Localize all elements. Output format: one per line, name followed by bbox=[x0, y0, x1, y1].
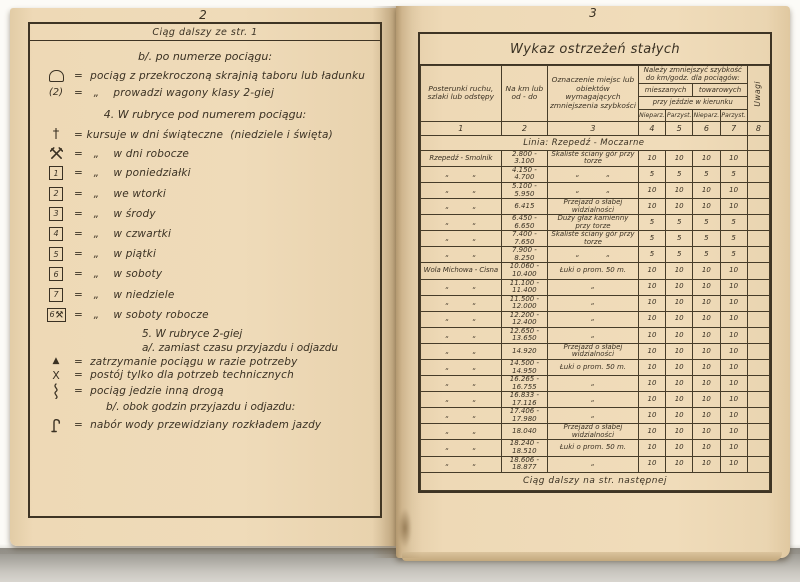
cell-speed: 10 bbox=[638, 199, 665, 215]
col-header-speed-group: Należy zmniejszyć szybkość do km/godz. dla pociągów: bbox=[638, 66, 747, 84]
cell-speed: 10 bbox=[638, 150, 665, 166]
legend-symbol-cell bbox=[38, 128, 74, 141]
cell-km: 18.040 bbox=[501, 424, 547, 440]
cell-km: 4.150 - 4.700 bbox=[501, 166, 547, 182]
table-row bbox=[421, 376, 770, 392]
cell-km: 12.650 - 13.650 bbox=[501, 327, 547, 343]
route-icon bbox=[52, 383, 60, 399]
legend-symbol-cell bbox=[38, 187, 74, 201]
line-section-label: Linia: Rzepedź - Moczarne bbox=[421, 135, 748, 150]
cell-description: „ „ bbox=[548, 182, 639, 198]
legend-item-text: = zatrzymanie pociągu w razie potrzeby bbox=[74, 355, 298, 368]
cell-uwagi bbox=[747, 311, 769, 327]
booklet-page-left bbox=[10, 8, 396, 546]
col-header-direction: przy jeździe w kierunku bbox=[638, 96, 747, 109]
box-6-hammers: 6 bbox=[47, 308, 66, 322]
cell-speed: 10 bbox=[638, 311, 665, 327]
legend-symbol-cell bbox=[38, 418, 74, 433]
table-row bbox=[421, 279, 770, 295]
legend-item-text: = nabór wody przewidziany rozkładem jazdy bbox=[74, 419, 322, 432]
cell-description: „ bbox=[548, 376, 639, 392]
column-number: 8 bbox=[747, 121, 769, 135]
cell-speed: 10 bbox=[638, 440, 665, 456]
cell-speed: 10 bbox=[693, 311, 720, 327]
cell-station: „ „ bbox=[421, 424, 502, 440]
continuation-header: Ciąg dalszy ze str. 1 bbox=[30, 24, 380, 41]
cell-speed: 10 bbox=[666, 440, 693, 456]
box-2: 2 bbox=[49, 187, 63, 201]
cell-speed: 10 bbox=[693, 279, 720, 295]
legend-symbol-cell bbox=[38, 88, 74, 98]
cell-speed: 10 bbox=[666, 456, 693, 472]
legend-item bbox=[30, 288, 380, 302]
legend-item-text: = pociąg z przekroczoną skrajnią taboru lub ładunku bbox=[74, 70, 366, 82]
cell-speed: 10 bbox=[666, 199, 693, 215]
x-icon: X bbox=[52, 368, 60, 382]
cell-speed: 10 bbox=[638, 295, 665, 311]
cell-station: „ „ bbox=[421, 376, 502, 392]
column-number: 6 bbox=[693, 121, 720, 135]
cell-speed: 5 bbox=[693, 231, 720, 247]
cell-km: 6.450 - 6.650 bbox=[501, 215, 547, 231]
cell-speed: 10 bbox=[638, 456, 665, 472]
cell-speed: 10 bbox=[693, 182, 720, 198]
cell-speed: 10 bbox=[638, 263, 665, 279]
cell-km: 16.265 - 16.755 bbox=[501, 376, 547, 392]
continuation-footer-row bbox=[421, 472, 770, 490]
cell-speed: 10 bbox=[666, 279, 693, 295]
legend-symbol-cell bbox=[38, 370, 74, 381]
legend-symbol-cell bbox=[38, 247, 74, 261]
table-row bbox=[421, 215, 770, 231]
cell-station: „ „ bbox=[421, 456, 502, 472]
legend-item bbox=[30, 308, 380, 322]
cell-speed: 10 bbox=[638, 327, 665, 343]
cell-speed: 5 bbox=[666, 166, 693, 182]
cell-speed: 10 bbox=[693, 360, 720, 376]
cell-description: „ bbox=[548, 456, 639, 472]
legend-symbol-cell bbox=[38, 357, 74, 366]
uwagi-label: Uwagi bbox=[753, 80, 763, 107]
legend-item-text: = „ w niedziele bbox=[74, 288, 175, 301]
class-2-mark: (2) bbox=[48, 87, 64, 98]
water-icon bbox=[51, 418, 62, 433]
legend-item bbox=[30, 166, 380, 180]
cell-description: Łuki o prom. 50 m. bbox=[548, 263, 639, 279]
column-number: 1 bbox=[421, 121, 502, 135]
cell-km: 11.500 - 12.000 bbox=[501, 295, 547, 311]
cell-speed: 10 bbox=[693, 295, 720, 311]
cell-speed: 5 bbox=[638, 215, 665, 231]
column-number: 5 bbox=[666, 121, 693, 135]
cell-speed: 5 bbox=[693, 166, 720, 182]
legend-heading: 4. W rubryce pod numerem pociągu: bbox=[103, 108, 307, 121]
column-number: 3 bbox=[548, 121, 639, 135]
cell-station: „ „ bbox=[421, 279, 502, 295]
cell-uwagi bbox=[747, 424, 769, 440]
cell-speed: 5 bbox=[693, 215, 720, 231]
legend-item-text: = „ w soboty robocze bbox=[74, 308, 209, 321]
cell-speed: 10 bbox=[638, 182, 665, 198]
cell-station: „ „ bbox=[421, 182, 502, 198]
cell-speed: 5 bbox=[666, 215, 693, 231]
col-header-posterunki: Posterunki ruchu, szlaki lub odstępy bbox=[421, 66, 502, 122]
cell-description: „ bbox=[548, 408, 639, 424]
cell-uwagi bbox=[747, 199, 769, 215]
warnings-table bbox=[420, 65, 770, 491]
cell-km: 14.920 bbox=[501, 343, 547, 359]
cell-uwagi bbox=[747, 215, 769, 231]
legend-item bbox=[30, 418, 380, 433]
page-number-left: 2 bbox=[199, 8, 207, 22]
cell-km: 2.800 - 3.100 bbox=[501, 150, 547, 166]
gutter-smudge bbox=[398, 508, 412, 548]
cell-speed: 10 bbox=[666, 311, 693, 327]
line-section-row bbox=[421, 135, 770, 150]
legend-symbol-cell bbox=[38, 227, 74, 241]
column-number: 2 bbox=[501, 121, 547, 135]
cell-speed: 5 bbox=[638, 166, 665, 182]
cell-description: Duży głaz kamienny przy torze bbox=[548, 215, 639, 231]
col-header-uwagi bbox=[747, 66, 769, 122]
cell-uwagi bbox=[747, 376, 769, 392]
box-7: 7 bbox=[49, 288, 63, 302]
cell-description: „ bbox=[548, 392, 639, 408]
cell-speed: 5 bbox=[638, 247, 665, 263]
legend-item bbox=[30, 369, 380, 381]
cell-speed: 10 bbox=[720, 408, 747, 424]
cell-km: 16.833 - 17.116 bbox=[501, 392, 547, 408]
cell-station: „ „ bbox=[421, 327, 502, 343]
cell-speed: 10 bbox=[666, 376, 693, 392]
cell-station: „ „ bbox=[421, 247, 502, 263]
cell-description: Skaliste ściany gór przy torze bbox=[548, 150, 639, 166]
cell-speed: 10 bbox=[693, 440, 720, 456]
cell-uwagi bbox=[747, 456, 769, 472]
table-row bbox=[421, 440, 770, 456]
cell-station: „ „ bbox=[421, 215, 502, 231]
cell-station: „ „ bbox=[421, 343, 502, 359]
col-header-even-1: Parzyst. bbox=[666, 109, 693, 121]
cell-speed: 10 bbox=[638, 424, 665, 440]
cell-speed: 10 bbox=[720, 295, 747, 311]
triangle-icon: ▲ bbox=[52, 356, 60, 367]
legend-symbol-cell bbox=[38, 70, 74, 82]
column-number: 4 bbox=[638, 121, 665, 135]
cell-speed: 10 bbox=[693, 392, 720, 408]
cell-speed: 10 bbox=[720, 150, 747, 166]
legend-lines bbox=[30, 50, 380, 433]
cell-speed: 5 bbox=[720, 247, 747, 263]
cell-km: 17.406 - 17.980 bbox=[501, 408, 547, 424]
cell-uwagi bbox=[747, 182, 769, 198]
table-row bbox=[421, 150, 770, 166]
table-row bbox=[421, 295, 770, 311]
cell-station: „ „ bbox=[421, 408, 502, 424]
cell-uwagi bbox=[747, 343, 769, 359]
cell-speed: 10 bbox=[720, 327, 747, 343]
cell-km: 7.400 - 7.650 bbox=[501, 231, 547, 247]
warnings-table-box bbox=[418, 32, 772, 493]
under-page-edge bbox=[402, 552, 782, 561]
col-header-km: Na km lub od - do bbox=[501, 66, 547, 122]
cell-speed: 10 bbox=[693, 343, 720, 359]
table-row bbox=[421, 424, 770, 440]
cell-description: „ bbox=[548, 279, 639, 295]
cell-km: 11.100 - 11.400 bbox=[501, 279, 547, 295]
legend-symbol-cell bbox=[38, 288, 74, 302]
legend-symbol-cell bbox=[38, 267, 74, 281]
cell-description: „ bbox=[548, 327, 639, 343]
cell-speed: 10 bbox=[720, 424, 747, 440]
cell-station: „ „ bbox=[421, 392, 502, 408]
legend-heading: b/. po numerze pociągu: bbox=[137, 50, 273, 63]
cell-speed: 10 bbox=[666, 295, 693, 311]
cell-uwagi bbox=[747, 295, 769, 311]
cell-speed: 5 bbox=[693, 247, 720, 263]
cell-description: Skaliste ściany gór przy torze bbox=[548, 231, 639, 247]
table-row bbox=[421, 343, 770, 359]
legend-box bbox=[28, 22, 382, 518]
box-3: 3 bbox=[49, 207, 63, 221]
cell-station: „ „ bbox=[421, 231, 502, 247]
legend-subheading: 5. W rubryce 2-giej bbox=[142, 327, 243, 340]
col-header-oznaczenie: Oznaczenie miejsc lub obiektów wymagających zmniejszenia szybkości bbox=[548, 66, 639, 122]
cell-km: 14.500 - 14.950 bbox=[501, 360, 547, 376]
col-header-odd-1: Nieparz. bbox=[638, 109, 665, 121]
cell-speed: 10 bbox=[638, 392, 665, 408]
cell-uwagi bbox=[747, 360, 769, 376]
cell-km: 18.606 - 18.877 bbox=[501, 456, 547, 472]
legend-item bbox=[30, 128, 380, 141]
cell-speed: 10 bbox=[638, 279, 665, 295]
col-header-even-2: Parzyst. bbox=[720, 109, 747, 121]
legend-item-text: = „ w soboty bbox=[74, 268, 163, 281]
table-row bbox=[421, 311, 770, 327]
cell-km: 5.100 - 5.950 bbox=[501, 182, 547, 198]
column-number: 7 bbox=[720, 121, 747, 135]
cell-speed: 10 bbox=[638, 408, 665, 424]
cell-km: 6.415 bbox=[501, 199, 547, 215]
box-6: 6 bbox=[49, 267, 63, 281]
column-number-row bbox=[421, 121, 770, 135]
legend-item bbox=[30, 87, 380, 99]
cell-speed: 10 bbox=[720, 392, 747, 408]
cell-speed: 10 bbox=[720, 343, 747, 359]
cell-station: „ „ bbox=[421, 311, 502, 327]
cell-speed: 10 bbox=[693, 456, 720, 472]
legend-item bbox=[30, 356, 380, 368]
cell-uwagi bbox=[747, 440, 769, 456]
legend-item-text: = „ w dni robocze bbox=[74, 147, 190, 160]
cell-speed: 10 bbox=[666, 150, 693, 166]
cell-uwagi bbox=[747, 263, 769, 279]
cell-uwagi bbox=[747, 150, 769, 166]
table-title: Wykaz ostrzeżeń stałych bbox=[420, 34, 770, 65]
page-number-right: 3 bbox=[589, 6, 597, 20]
cell-uwagi bbox=[747, 327, 769, 343]
cell-station: Rzepedź - Smolnik bbox=[421, 150, 502, 166]
legend-item-text: = „ prowadzi wagony klasy 2-giej bbox=[74, 87, 275, 99]
loading-gauge-icon bbox=[49, 70, 64, 82]
cell-speed: 5 bbox=[720, 215, 747, 231]
cell-km: 18.240 - 18.510 bbox=[501, 440, 547, 456]
cell-speed: 10 bbox=[693, 376, 720, 392]
legend-symbol-cell bbox=[38, 308, 74, 322]
booklet-page-right bbox=[396, 6, 790, 558]
table-row bbox=[421, 360, 770, 376]
legend-item-text: = „ w czwartki bbox=[74, 227, 172, 240]
legend-symbol-cell bbox=[38, 383, 74, 399]
table-row bbox=[421, 247, 770, 263]
table-row bbox=[421, 392, 770, 408]
cell-speed: 10 bbox=[666, 343, 693, 359]
table-row bbox=[421, 263, 770, 279]
legend-symbol-cell bbox=[38, 207, 74, 221]
cell-speed: 10 bbox=[720, 376, 747, 392]
table-row bbox=[421, 199, 770, 215]
cell-uwagi bbox=[747, 408, 769, 424]
cell-description: Przejazd o słabej widzialności bbox=[548, 199, 639, 215]
cell-station: „ „ bbox=[421, 199, 502, 215]
cell-speed: 10 bbox=[720, 279, 747, 295]
cell-description: Łuki o prom. 50 m. bbox=[548, 360, 639, 376]
cell-speed: 10 bbox=[720, 311, 747, 327]
cell-uwagi bbox=[747, 279, 769, 295]
cell-description: Przejazd o słabej widzialności bbox=[548, 343, 639, 359]
legend-item-text: = „ w środy bbox=[74, 207, 156, 220]
cell-speed: 10 bbox=[720, 182, 747, 198]
cell-speed: 5 bbox=[666, 231, 693, 247]
box-5: 5 bbox=[49, 247, 63, 261]
cell-speed: 10 bbox=[693, 263, 720, 279]
col-header-odd-2: Nieparz. bbox=[693, 109, 720, 121]
table-row bbox=[421, 408, 770, 424]
cell-speed: 10 bbox=[693, 424, 720, 440]
table-row bbox=[421, 327, 770, 343]
cell-uwagi bbox=[747, 247, 769, 263]
cell-description: „ bbox=[548, 295, 639, 311]
legend-item-text: = „ we wtorki bbox=[74, 187, 167, 200]
cell-speed: 10 bbox=[666, 408, 693, 424]
legend-item bbox=[30, 207, 380, 221]
cell-uwagi bbox=[747, 166, 769, 182]
cell-description: „ bbox=[548, 311, 639, 327]
cell-speed: 10 bbox=[693, 327, 720, 343]
table-row bbox=[421, 231, 770, 247]
line-section-uwagi-cell bbox=[747, 135, 769, 150]
legend-item bbox=[30, 70, 380, 82]
legend-item-text: = „ w piątki bbox=[74, 248, 157, 261]
cell-station: „ „ bbox=[421, 295, 502, 311]
cell-speed: 5 bbox=[638, 231, 665, 247]
cell-speed: 10 bbox=[666, 360, 693, 376]
cell-speed: 10 bbox=[720, 263, 747, 279]
table-row bbox=[421, 182, 770, 198]
cell-speed: 10 bbox=[666, 424, 693, 440]
cell-speed: 10 bbox=[720, 440, 747, 456]
cell-speed: 10 bbox=[693, 199, 720, 215]
legend-subheading: a/. zamiast czasu przyjazdu i odjazdu bbox=[142, 341, 339, 354]
cell-speed: 10 bbox=[720, 456, 747, 472]
legend-item bbox=[30, 267, 380, 281]
cell-speed: 10 bbox=[638, 360, 665, 376]
cell-speed: 10 bbox=[693, 150, 720, 166]
legend-item bbox=[30, 147, 380, 160]
cell-speed: 10 bbox=[666, 327, 693, 343]
legend-item-text: = kursuje w dni świąteczne (niedziele i święta) bbox=[74, 128, 333, 141]
cell-description: Przejazd o słabej widzialności bbox=[548, 424, 639, 440]
cell-speed: 10 bbox=[666, 263, 693, 279]
box-4: 4 bbox=[49, 227, 63, 241]
cell-station: „ „ bbox=[421, 440, 502, 456]
legend-item-text: = postój tylko dla potrzeb technicznych bbox=[74, 369, 294, 382]
legend-subheading: b/. obok godzin przyjazdu i odjazdu: bbox=[106, 400, 296, 413]
cell-speed: 5 bbox=[720, 166, 747, 182]
cell-speed: 10 bbox=[666, 392, 693, 408]
cell-station: „ „ bbox=[421, 166, 502, 182]
cell-km: 12.200 - 12.400 bbox=[501, 311, 547, 327]
cell-km: 7.900 - 8.250 bbox=[501, 247, 547, 263]
cell-speed: 10 bbox=[720, 360, 747, 376]
legend-item-text: = „ w poniedziałki bbox=[74, 167, 191, 180]
legend-item-text: = pociąg jedzie inną drogą bbox=[74, 384, 224, 397]
hammers-icon bbox=[50, 147, 63, 160]
col-header-mixed: mieszanych bbox=[638, 83, 692, 96]
cell-speed: 10 bbox=[666, 182, 693, 198]
legend-item bbox=[30, 247, 380, 261]
table-row bbox=[421, 456, 770, 472]
legend-item bbox=[30, 227, 380, 241]
cell-speed: 10 bbox=[720, 199, 747, 215]
cell-speed: 5 bbox=[720, 231, 747, 247]
cell-uwagi bbox=[747, 231, 769, 247]
box-1: 1 bbox=[49, 166, 63, 180]
cell-description: Łuki o prom. 50 m. bbox=[548, 440, 639, 456]
cell-speed: 10 bbox=[638, 376, 665, 392]
cell-speed: 10 bbox=[693, 408, 720, 424]
cell-speed: 5 bbox=[666, 247, 693, 263]
cell-station: Wola Michowa - Cisna bbox=[421, 263, 502, 279]
cell-description: „ „ bbox=[548, 166, 639, 182]
col-header-freight: towarowych bbox=[693, 83, 747, 96]
cross-icon: † bbox=[52, 127, 60, 142]
legend-item bbox=[30, 383, 380, 399]
cell-uwagi bbox=[747, 392, 769, 408]
legend-symbol-cell bbox=[38, 147, 74, 160]
table-row bbox=[421, 166, 770, 182]
cell-speed: 10 bbox=[638, 343, 665, 359]
cell-station: „ „ bbox=[421, 360, 502, 376]
legend-item bbox=[30, 187, 380, 201]
cell-km: 10.060 - 10.400 bbox=[501, 263, 547, 279]
continuation-footer: Ciąg dalszy na str. następnej bbox=[421, 472, 770, 490]
cell-description: „ „ bbox=[548, 247, 639, 263]
legend-symbol-cell bbox=[38, 166, 74, 180]
